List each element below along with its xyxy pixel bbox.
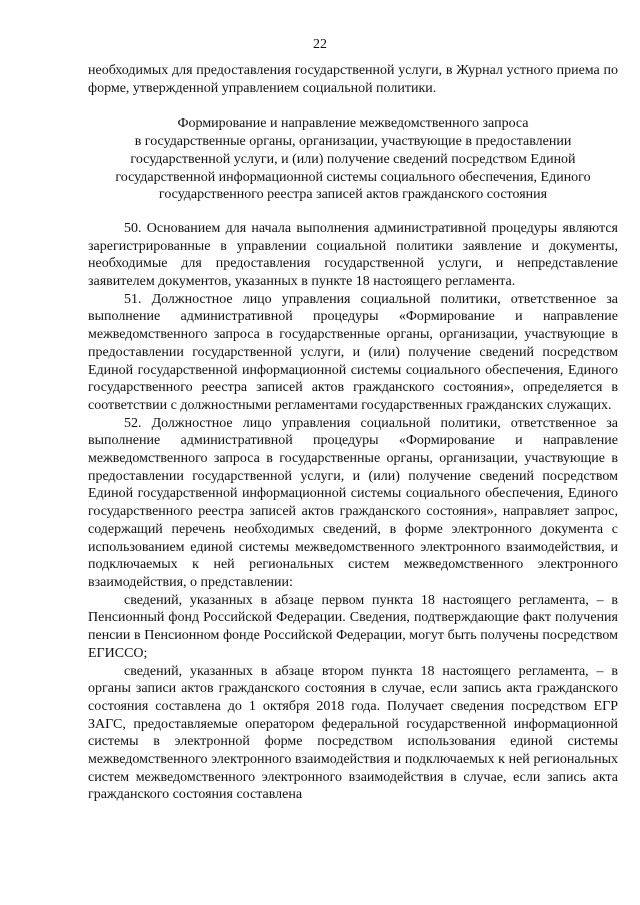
intro-paragraph: необходимых для предоставления государственной услуги, в Журнал устного приема по форме, утвержденной управлением социальной политики. (88, 63, 618, 96)
document-body (88, 62, 618, 804)
section-heading-line: государственной информационной системы социального обеспечения, Единого (115, 169, 591, 185)
paragraph-civil-registry: сведений, указанных в абзаце втором пункта 18 настоящего регламента, – в органы записи актов гражданского состояния в случае, если запись акта гражданского состояния составлена до 1 октября 2018 года. Получает сведения посредством ЕГР ЗАГС, предоставляемые оператором федеральной государственной информационной системы в электронной форме посредством использования единой системы межведомственного электронного взаимодействия и подключаемых к ней региональных систем межведомственного электронного взаимодействия в случае, если запись акта гражданского состояния составлена (88, 663, 618, 803)
section-heading-line: Формирование и направление межведомственного запроса (177, 116, 529, 132)
section-heading (88, 115, 618, 204)
section-heading-line: в государственные органы, организации, участвующие в предоставлении (134, 134, 572, 150)
page-number: 22 (313, 37, 327, 52)
paragraph-52: 52. Должностное лицо управления социальной политики, ответственное за выполнение административной процедуры «Формирование и направление межведомственного запроса в государственные органы, организации, участвующие в предоставлении государственной услуги, и (или) получение сведений посредством Единой государственной информационной системы социального обеспечения, Единого государственного реестра записей актов гражданского состояния», направляет запрос, содержащий перечень необходимых сведений, в форме электронного документа с использованием единой системы межведомственного электронного взаимодействия, и подключаемых к ней региональных систем межведомственного электронного взаимодействия, о представлении: (88, 415, 618, 590)
paragraph-51: 51. Должностное лицо управления социальной политики, ответственное за выполнение административной процедуры «Формирование и направление межведомственного запроса в государственные органы, организации, участвующие в предоставлении государственной услуги, и (или) получение сведений посредством Единой государственной информационной системы социального обеспечения, Единого государственного реестра записей актов гражданского состояния», определяется в соответствии с должностными регламентами государственных гражданских служащих. (88, 291, 618, 413)
section-heading-line: государственного реестра записей актов гражданского состояния (158, 187, 548, 203)
paragraph-pension-fund: сведений, указанных в абзаце первом пункта 18 настоящего регламента, – в Пенсионный фонд Российской Федерации. Сведения, подтверждающие факт получения пенсии в Пенсионном фонде Российской Федерации, могут быть получены посредством ЕГИССО; (88, 592, 618, 661)
paragraph-50: 50. Основанием для начала выполнения административной процедуры являются зарегистрированные в управлении социальной политики заявление и документы, необходимые для предоставления государственной услуги, и непредставление заявителем документов, указанных в пункте 18 настоящего регламента. (88, 220, 618, 290)
section-heading-line: государственной услуги, и (или) получение сведений посредством Единой (130, 151, 576, 167)
